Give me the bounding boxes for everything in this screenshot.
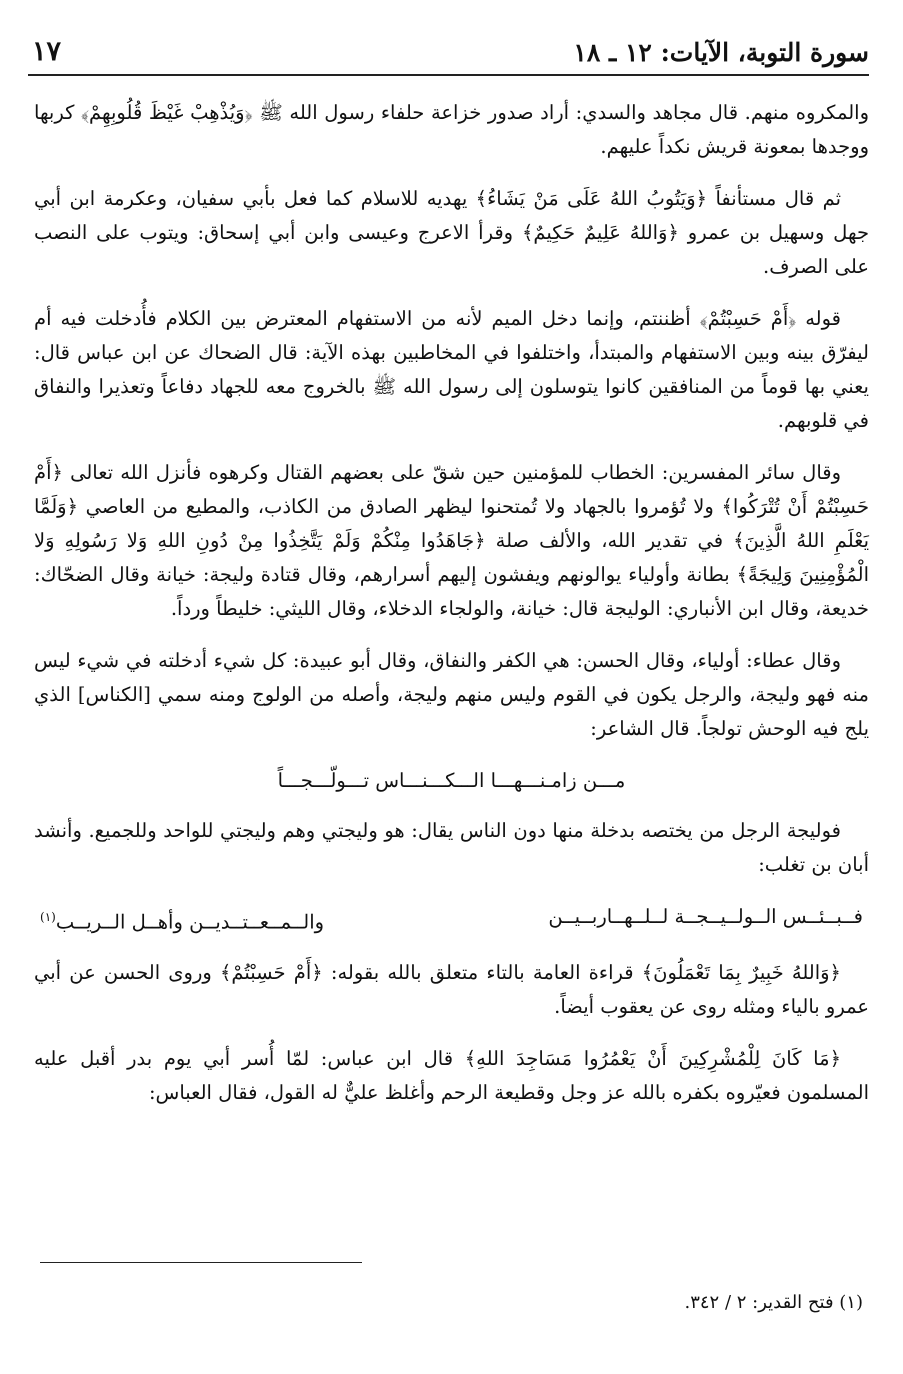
- page-header: [28, 30, 869, 76]
- paragraph-2: ثم قال مستأنفاً ﴿وَيَتُوبُ اللهُ عَلَى مَنْ يَشَاءُ﴾ يهديه للاسلام كما فعل بأبي سفيان، وعكرمة ابن أبي جهل وسهيل بن عمرو ﴿وَاللهُ عَلِيمٌ حَكِيمٌ﴾ وقرأ الاعرج وعيسى وابن أبي إسحاق: ويتوب على النصب على الصرف.: [34, 187, 869, 278]
- verse-second-hemistich-text: والــمــعــتــديــن وأهــل الــريــب: [55, 910, 325, 934]
- paragraph-8: ﴿مَا كَانَ لِلْمُشْرِكِينَ أَنْ يَعْمُرُوا مَسَاجِدَ اللهِ﴾ قال ابن عباس: لمّا أُسر أبي يوم بدر أقبل عليه المسلمون فعيّروه بكفره بالله عز وجل وقطيعة الرحم وأغلظ عليٌّ له القول، فقال العباس:: [34, 1046, 869, 1104]
- poetry-verse-1: مـــن زامـنـــهـــا الـــكـــنـــاس تـــولّـــجـــاً: [277, 769, 626, 792]
- paragraph-5: وقال عطاء: أولياء، وقال الحسن: هي الكفر والنفاق، وقال أبو عبيدة: كل شيء أدخلته في شيء ليس منه فهو وليجة، والرجل يكون في القوم وليس منهم وليجة، وأصله من الولوج ومنه سمي [الكناس] الذي يلج فيه الوحش تولجاً. قال الشاعر:: [34, 649, 869, 740]
- verse-second-hemistich: [40, 900, 324, 940]
- footnote-divider: [40, 1262, 362, 1263]
- paragraph-1: والمكروه منهم. قال مجاهد والسدي: أراد صدور خزاعة حلفاء رسول الله ﷺ ﴿وَيُذْهِبْ غَيْظَ قُلُوبِهِمْ﴾ كربها ووجدها بمعونة قريش نكداً عليهم.: [34, 101, 869, 158]
- page-body: [34, 96, 869, 1128]
- paragraph-4: وقال سائر المفسرين: الخطاب للمؤمنين حين شقّ على بعضهم القتال وكرهوه فأنزل الله تعالى ﴿أَمْ حَسِبْتُمْ أَنْ تُتْرَكُوا﴾ ولا تُؤمروا بالجهاد ولا تُمتحنوا ليظهر الصادق من الكاذب، والمطيع من العاصي ﴿وَلَمَّا يَعْلَمِ اللهُ الَّذِينَ﴾ في تقدير الله، والألف صلة ﴿جَاهَدُوا مِنْكُمْ وَلَمْ يَتَّخِذُوا مِنْ دُونِ اللهِ وَلا رَسُولِهِ وَلا الْمُؤْمِنِينَ وَلِيجَةً﴾ بطانة وأولياء يوالونهم ويفشون إليهم أسرارهم، وقال قتادة وليجة: خيانة وقال الضحّاك: خديعة، وقال ابن الأنباري: الوليجة قال: خيانة، والولجاء الدخلاء، وقال الليثي: خليطاً ورداً.: [34, 461, 869, 620]
- paragraph-3: قوله ﴿أَمْ حَسِبْتُمْ﴾ أظننتم، وإنما دخل الميم لأنه من الاستفهام المعترض بين الكلام فأُدخلت فيه أم ليفرّق بينه وبين الاستفهام والمبتدأ، واختلفوا في المخاطبين بهذه الآية: قال الضحاك عن ابن عباس قال: يعني بها قوماً من المنافقين كانوا يتوسلون إلى رسول الله ﷺ بالخروج معه للجهاد دفاعاً وتعذيرا والنفاق في قلوبهم.: [34, 307, 869, 432]
- page-number: ١٧: [32, 36, 62, 67]
- verse-first-hemistich: فــبــئــس الــولــيــجــة لــلــهــاربــيــن: [548, 905, 863, 928]
- paragraph-7: ﴿وَاللهُ خَبِيرٌ بِمَا تَعْمَلُونَ﴾ قراءة العامة بالتاء متعلق بالله بقوله: ﴿أَمْ حَسِبْتُمْ﴾ وروى الحسن عن أبي عمرو بالياء ومثله روى عن يعقوب أيضاً.: [34, 960, 869, 1018]
- running-title: سورة التوبة، الآيات: ١٢ ـ ١٨: [573, 38, 869, 67]
- footnote-marker: (١): [40, 910, 56, 924]
- paragraph-6: فوليجة الرجل من يختصه بدخلة منها دون الناس يقال: هو وليجتي وهم وليجتي للواحد وللجميع. وأنشد أبان بن تغلب:: [34, 819, 869, 876]
- footnote: (١) فتح القدير: ٢ / ٣٤٢.: [684, 1292, 863, 1313]
- poetry-verse-2: [34, 900, 869, 940]
